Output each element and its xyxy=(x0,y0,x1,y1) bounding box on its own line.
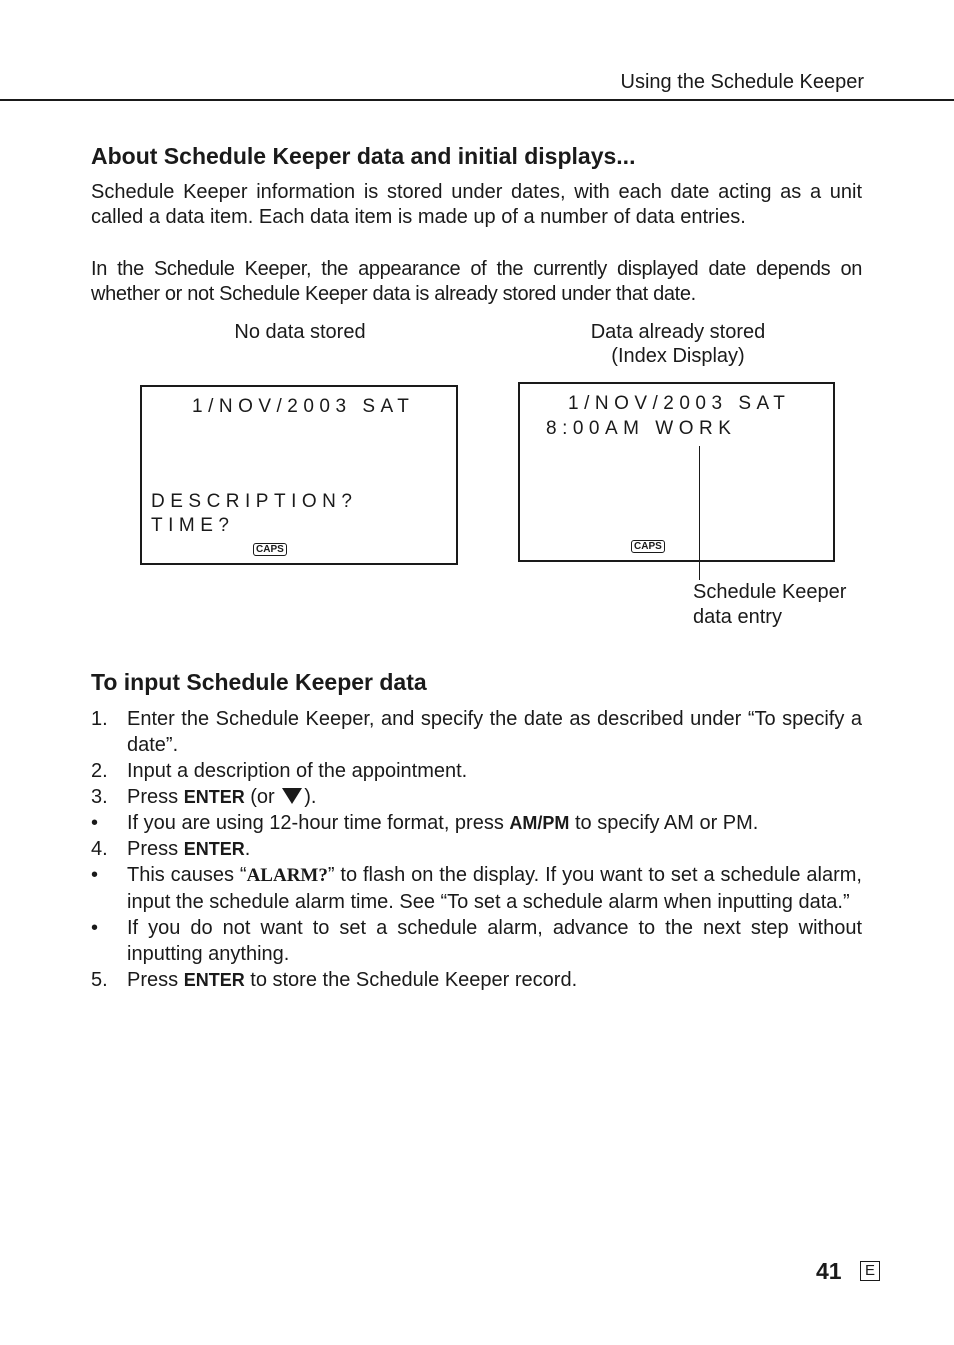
text-run: to store the Schedule Keeper record. xyxy=(244,969,578,991)
text-run: . xyxy=(244,838,251,860)
list-item-text xyxy=(127,967,862,993)
list-item xyxy=(91,758,862,784)
list-marker: 4. xyxy=(91,838,108,860)
list-marker: • xyxy=(91,812,99,834)
list-item xyxy=(91,810,862,836)
text-run: This causes “ xyxy=(127,864,247,886)
caption-data-stored xyxy=(518,320,838,368)
alarm-display-text: ALARM? xyxy=(246,865,328,886)
list-item-text: Enter the Schedule Keeper, and specify the date as described under “To specify a date”. xyxy=(127,708,862,756)
text-run: (or xyxy=(244,786,281,808)
key-name: ENTER xyxy=(183,787,245,807)
list-marker: • xyxy=(91,917,99,939)
callout-leader-line xyxy=(699,446,700,580)
caption-no-data: No data stored xyxy=(234,321,366,343)
text-run: If you are using 12-hour time format, press xyxy=(127,812,510,834)
list-item-text: If you do not want to set a schedule alarm, advance to the next step without inputting anything. xyxy=(127,917,862,965)
text-run: Press xyxy=(127,969,184,991)
list-item-text xyxy=(127,810,862,836)
key-name: ENTER xyxy=(183,970,245,990)
lcd-description-prompt: DESCRIPTION? xyxy=(151,491,358,512)
list-item xyxy=(91,836,862,862)
list-item xyxy=(91,784,862,810)
caption-data-stored-line1: Data already stored xyxy=(590,321,766,343)
list-item xyxy=(91,706,862,758)
page-number: 41 xyxy=(816,1258,842,1284)
caption-index-display: (Index Display) xyxy=(611,345,745,367)
list-marker: 1. xyxy=(91,708,108,730)
list-item-text: Input a description of the appointment. xyxy=(127,760,468,782)
lcd-screen-index-display xyxy=(518,382,835,562)
running-header: Using the Schedule Keeper xyxy=(620,71,864,93)
section-title-about: About Schedule Keeper data and initial displays... xyxy=(91,143,636,169)
down-arrow-key-icon xyxy=(282,788,302,804)
list-marker: 2. xyxy=(91,760,108,782)
list-item-text xyxy=(127,836,862,862)
callout-label-line1: Schedule Keeper xyxy=(693,581,847,603)
text-run: to specify AM or PM. xyxy=(569,812,759,834)
lcd-time-prompt: TIME? xyxy=(151,515,235,536)
caps-indicator: CAPS xyxy=(631,540,665,553)
text-run: ). xyxy=(304,786,317,808)
lcd-date-line: 1/NOV/2003 SAT xyxy=(192,396,415,417)
key-name: ENTER xyxy=(183,839,245,859)
list-marker: 3. xyxy=(91,786,108,808)
callout-label-line2: data entry xyxy=(693,606,782,628)
display-paragraph: In the Schedule Keeper, the appearance of the currently displayed date depends on whether or not Schedule Keeper data is already stored under that date. xyxy=(91,258,862,305)
section-title-input: To input Schedule Keeper data xyxy=(91,669,427,695)
steps-list xyxy=(91,706,862,993)
lcd-screen-no-data xyxy=(140,385,458,565)
list-item-text xyxy=(127,784,862,810)
lcd-entry-line: 8:00AM WORK xyxy=(546,418,737,439)
header-rule xyxy=(0,99,954,101)
list-marker: • xyxy=(91,864,99,886)
list-item xyxy=(91,967,862,993)
lcd-date-line: 1/NOV/2003 SAT xyxy=(568,393,791,414)
text-run: Press xyxy=(127,838,184,860)
list-item xyxy=(91,862,862,915)
caps-indicator: CAPS xyxy=(253,543,287,556)
language-tag: E xyxy=(860,1261,880,1281)
callout-label xyxy=(693,580,846,630)
intro-paragraph: Schedule Keeper information is stored under dates, with each date acting as a unit called a data item. Each data item is made up of a number of data entries. xyxy=(91,181,862,228)
text-run: ” to flash on the display. If you want to set a schedule alarm, input the schedule alarm time. See “To set a schedule alarm when inputting data.” xyxy=(127,864,862,913)
text-run: Press xyxy=(127,786,184,808)
key-name: AM/PM xyxy=(509,813,570,833)
list-item-text xyxy=(127,862,862,915)
list-marker: 5. xyxy=(91,969,108,991)
list-item xyxy=(91,915,862,967)
